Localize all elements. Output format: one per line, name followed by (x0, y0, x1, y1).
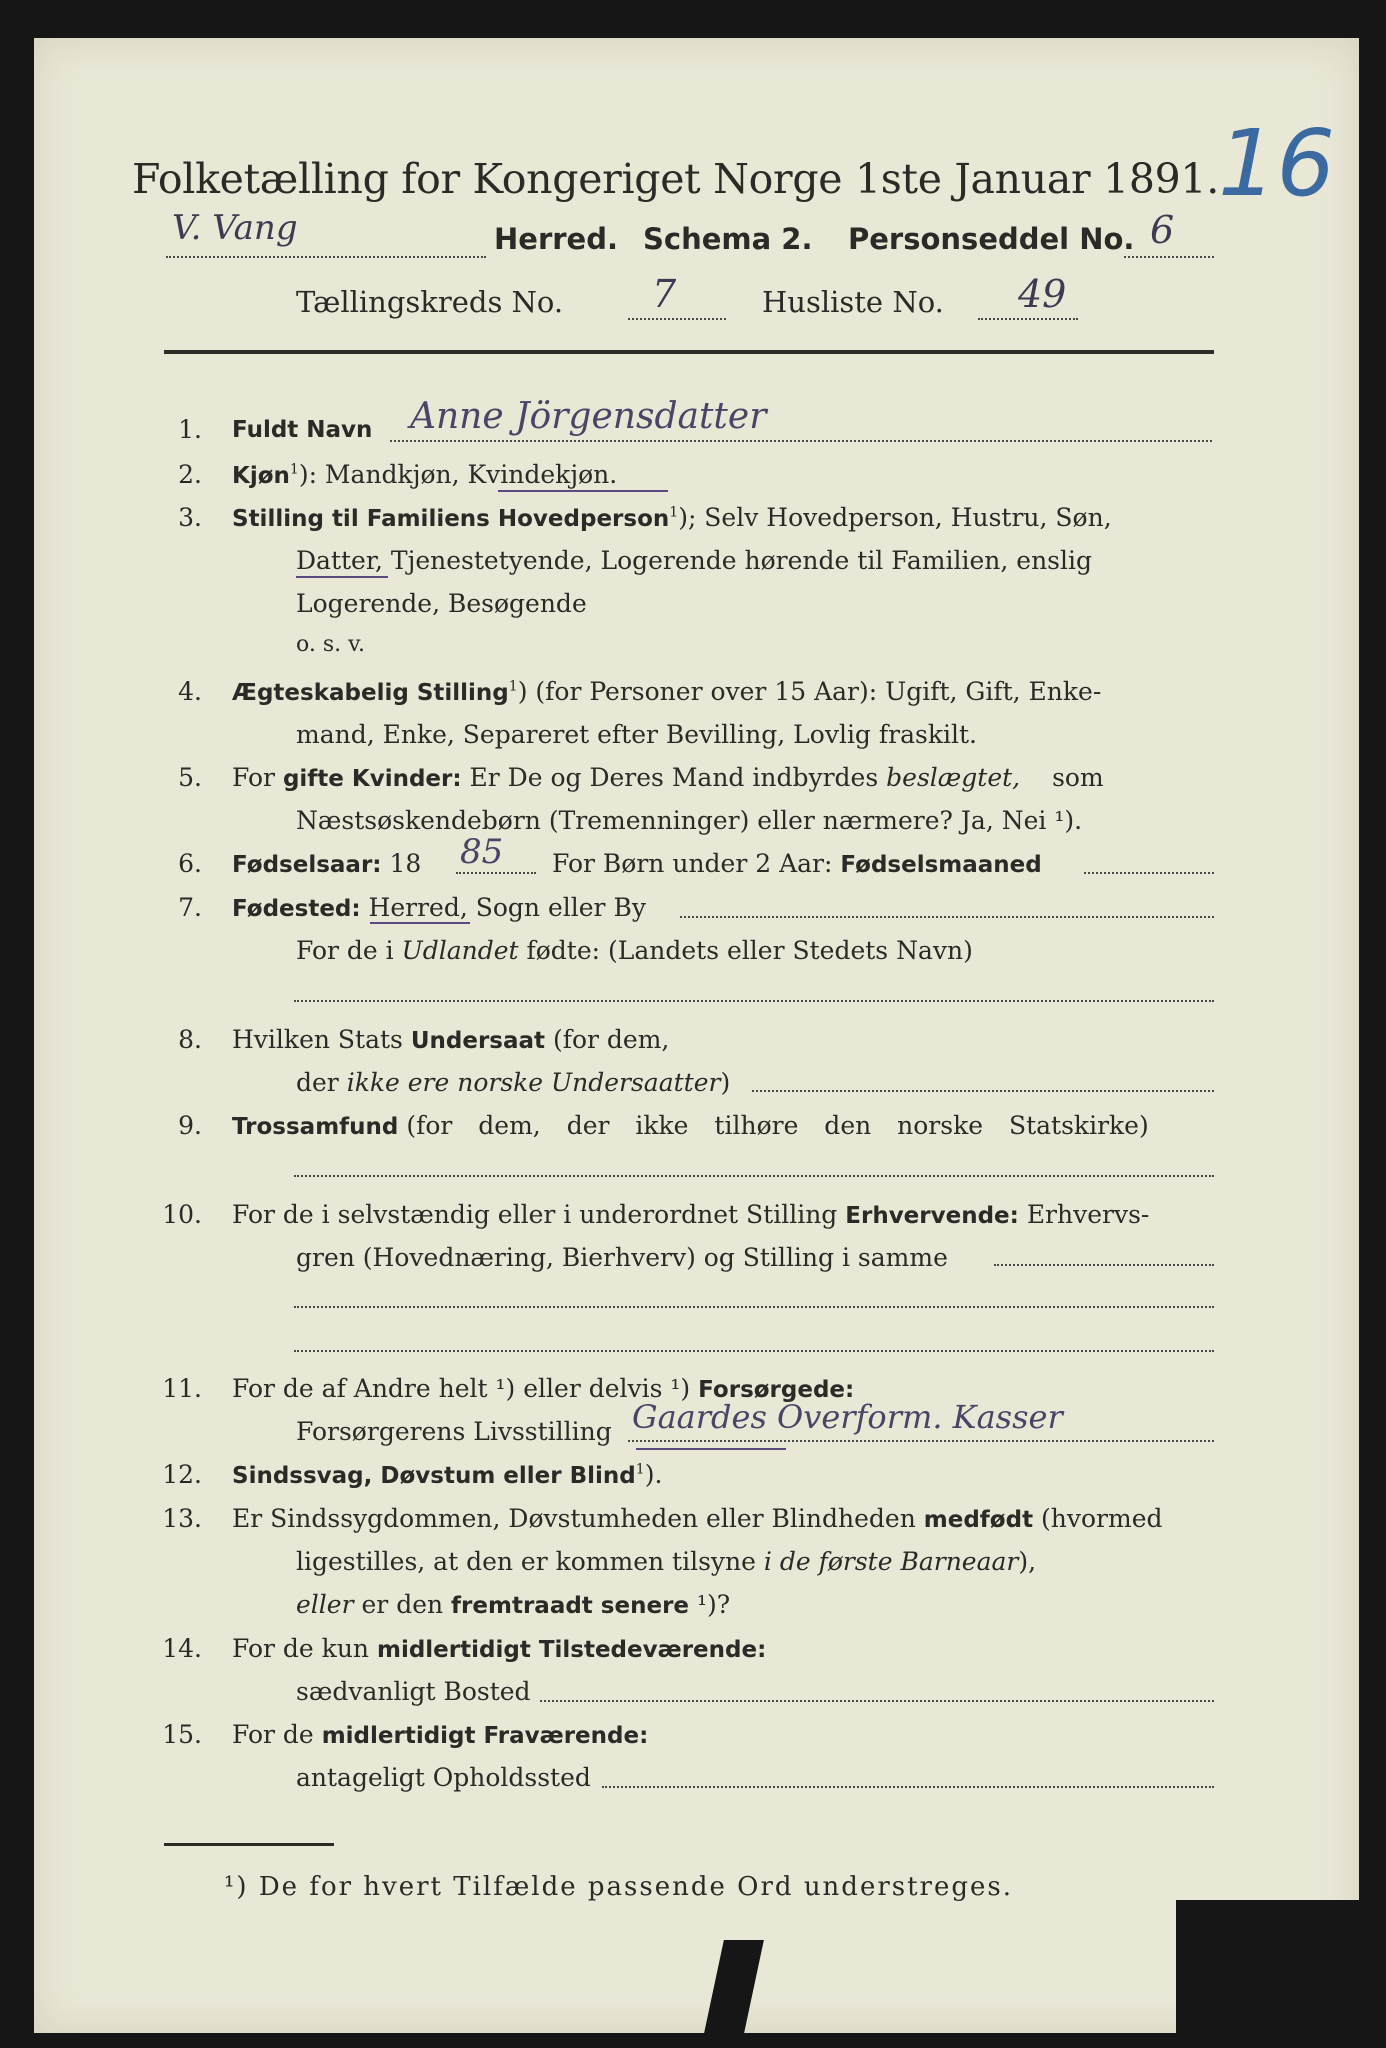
herred-dotted-line (166, 256, 486, 258)
item-label-trossamfund: Trossamfund (232, 1114, 399, 1140)
fravaerende-prefix: For de (232, 1720, 314, 1749)
husliste-value: 49 (1018, 272, 1067, 316)
item-number: 12. (162, 1460, 202, 1489)
medfodt-prefix: Er Sindssygdommen, Døvstumheden eller Blindheden (232, 1504, 916, 1533)
fodested-line2 (296, 936, 973, 965)
item-label-tilstedevaerende: midlertidigt Tilstedeværende: (376, 1637, 767, 1663)
item-label-medfodt: medfødt (923, 1507, 1034, 1533)
underline-datter (296, 576, 388, 578)
item-fodselsaar (232, 849, 421, 878)
medfodt-line3-b: ¹)? (696, 1590, 731, 1619)
item-label-fodested: Fødested: (232, 896, 361, 922)
underline-forsorger (636, 1448, 786, 1450)
medfodt-line2-b: ), (1018, 1547, 1037, 1576)
item-label-sindssvag: Sindssvag, Døvstum eller Blind (232, 1463, 636, 1489)
sindssvag-text: ). (644, 1460, 663, 1489)
aegteskab-options: ) (for Personer over 15 Aar): Ugift, Gift, Enke- (517, 677, 1102, 706)
fodselsaar-mid (552, 849, 1042, 878)
item-number: 13. (162, 1504, 202, 1533)
fodested-line2-italic: Udlandet (401, 936, 519, 965)
opholdssted-line (602, 1786, 1214, 1788)
item-tilstedevaerende (232, 1634, 766, 1663)
footnote: ¹) De for hvert Tilfælde passende Ord understreges. (224, 1872, 1014, 1902)
medfodt-line3-italic: eller (296, 1590, 354, 1619)
gifte-line2: Næstsøskendebørn (Tremenninger) eller nærmere? Ja, Nei ¹). (296, 806, 1083, 835)
schema-label: Schema 2. (643, 222, 813, 256)
udlandet-line (294, 1000, 1214, 1002)
item-label-kjon: Kjøn (232, 463, 290, 489)
item-number: 7. (178, 893, 202, 922)
tilstede-prefix: For de kun (232, 1634, 370, 1663)
opholdssted-label: antageligt Opholdssted (296, 1763, 591, 1792)
forsorger-line (628, 1440, 1214, 1442)
item-kjon (232, 460, 617, 489)
item-label-fodselsaar: Fødselsaar: (232, 852, 382, 878)
item-number: 2. (178, 460, 202, 489)
item-gifte-kvinder (232, 763, 1104, 792)
header-divider (164, 350, 1214, 354)
erhvervende-line2: gren (Hovednæring, Bierhverv) og Stilling i samme (296, 1243, 948, 1272)
herred-label: Herred. (494, 222, 618, 256)
item-sindssvag (232, 1460, 662, 1489)
trossamfund-text: (for dem, der ikke tilhøre den norske Statskirke) (406, 1111, 1149, 1140)
bosted-line (540, 1700, 1214, 1702)
gifte-text-end: som (1052, 763, 1104, 792)
item-label-forsorgede: Forsørgede: (698, 1377, 855, 1403)
footnote-ref: 1 (669, 504, 679, 521)
fodselsaar-mid-text: For Børn under 2 Aar: (552, 849, 833, 878)
item-trossamfund (232, 1111, 1149, 1140)
medfodt-text2: (hvormed (1041, 1504, 1163, 1533)
item-label-stilling: Stilling til Familiens Hovedperson (232, 506, 670, 532)
undersaat-prefix: Hvilken Stats (232, 1025, 403, 1054)
item-number: 15. (162, 1720, 202, 1749)
item-number: 5. (178, 763, 202, 792)
item-number: 4. (178, 677, 202, 706)
kjon-options: ): Mandkjøn, Kvindekjøn. (298, 460, 618, 489)
value-fuldt-navn: Anne Jörgensdatter (410, 396, 767, 437)
item-number: 8. (178, 1025, 202, 1054)
item-medfodt (232, 1504, 1163, 1533)
item-label-fuldt-navn: Fuldt Navn (232, 417, 373, 443)
medfodt-line3 (296, 1590, 730, 1619)
gifte-italic: beslægtet, (886, 763, 1021, 792)
fodselsmaaned-line (1084, 872, 1214, 874)
erhvervende-text2: Erhvervs- (1026, 1200, 1150, 1229)
item-number: 11. (162, 1374, 202, 1403)
item-undersaat (232, 1025, 669, 1054)
item-fodested (232, 893, 646, 922)
gifte-text: Er De og Deres Mand indbyrdes (469, 763, 879, 792)
erhvervende-line-b (294, 1306, 1214, 1308)
footnote-rule (164, 1843, 334, 1846)
taellingskreds-label: Tællingskreds No. (296, 285, 564, 319)
undersaat-line2-italic: ikke ere norske Undersaatter (346, 1068, 721, 1097)
stilling-line3: Logerende, Besøgende (296, 589, 587, 618)
item-fravaerende (232, 1720, 648, 1749)
erhvervende-prefix: For de i selvstændig eller i underordnet Stilling (232, 1200, 838, 1229)
medfodt-line2 (296, 1547, 1036, 1576)
form-title: Folketælling for Kongeriget Norge 1ste Januar 1891. (132, 155, 1219, 203)
fodselsaar-line (456, 872, 536, 874)
bosted-label: sædvanligt Bosted (296, 1677, 531, 1706)
item-number: 9. (178, 1111, 202, 1140)
fodested-options: Herred, Sogn eller By (368, 893, 646, 922)
herred-handwritten: V. Vang (172, 208, 298, 248)
medfodt-line2-a: ligestilles, at den er kommen tilsyne (296, 1547, 756, 1576)
item-label-fodselsmaaned: Fødselsmaaned (840, 852, 1042, 878)
gifte-prefix: For (232, 763, 275, 792)
personseddel-label: Personseddel No. (848, 222, 1135, 256)
aegteskab-line2: mand, Enke, Separeret efter Bevilling, Lovlig fraskilt. (296, 720, 977, 749)
item-stilling (232, 503, 1112, 532)
undersaat-line2 (296, 1068, 730, 1097)
item-number: 3. (178, 503, 202, 532)
item-label-fravaerende: midlertidigt Fraværende: (321, 1723, 649, 1749)
item-label-undersaat: Undersaat (410, 1028, 546, 1054)
archive-stamp-number: 16 (1218, 110, 1336, 217)
erhvervende-line-c (294, 1350, 1214, 1352)
value-forsorger: Gaardes Overform. Kasser (632, 1398, 1063, 1436)
personseddel-value: 6 (1150, 208, 1175, 252)
footnote-ref: 1 (508, 678, 518, 695)
undersaat-text2: (for dem, (552, 1025, 670, 1054)
forsorgede-prefix: For de af Andre helt ¹) eller delvis ¹) (232, 1374, 691, 1403)
fodselsaar-prefix: 18 (389, 849, 422, 878)
item-aegteskab (232, 677, 1101, 706)
forsorger-label: Forsørgerens Livsstilling (296, 1417, 612, 1446)
undersaat-line (752, 1090, 1214, 1092)
fuldt-navn-line (390, 440, 1212, 442)
underline-kvindekjon (498, 490, 668, 492)
item-erhvervende (232, 1200, 1149, 1229)
fodested-line (680, 916, 1214, 918)
stilling-line2: Datter, Tjenestetyende, Logerende hørende til Familien, enslig (296, 546, 1093, 575)
underline-herred (370, 922, 470, 924)
item-label-fremtraadt: fremtraadt senere (451, 1593, 690, 1619)
footnote-ref: 1 (635, 1461, 645, 1478)
husliste-dotted-line (978, 318, 1078, 320)
husliste-label: Husliste No. (762, 285, 944, 319)
item-number: 6. (178, 849, 202, 878)
torn-edge-right (1176, 1900, 1359, 2033)
fodested-line2-a: For de i (296, 936, 394, 965)
personseddel-dotted-line (1124, 256, 1214, 258)
item-label-aegteskab: Ægteskabelig Stilling (232, 680, 509, 706)
medfodt-line2-italic: i de første Barneaar (763, 1547, 1019, 1576)
value-fodselsaar: 85 (460, 832, 504, 872)
undersaat-line2-a: der (296, 1068, 339, 1097)
item-label-gifte-kvinder: gifte Kvinder: (282, 766, 462, 792)
item-label-erhvervende: Erhvervende: (845, 1203, 1019, 1229)
undersaat-line2-b: ) (720, 1068, 731, 1097)
taellingskreds-value: 7 (652, 272, 677, 316)
stilling-options: ); Selv Hovedperson, Hustru, Søn, (678, 503, 1112, 532)
item-number: 10. (162, 1200, 202, 1229)
footnote-ref: 1 (289, 461, 299, 478)
medfodt-line3-a: er den (361, 1590, 444, 1619)
fodested-line2-b: fødte: (Landets eller Stedets Navn) (526, 936, 973, 965)
erhvervende-line-a (994, 1264, 1214, 1266)
trossamfund-line (294, 1175, 1214, 1177)
item-number: 1. (178, 415, 202, 444)
stilling-line4: o. s. v. (296, 632, 365, 657)
item-number: 14. (162, 1634, 202, 1663)
taellingskreds-dotted-line (628, 318, 726, 320)
